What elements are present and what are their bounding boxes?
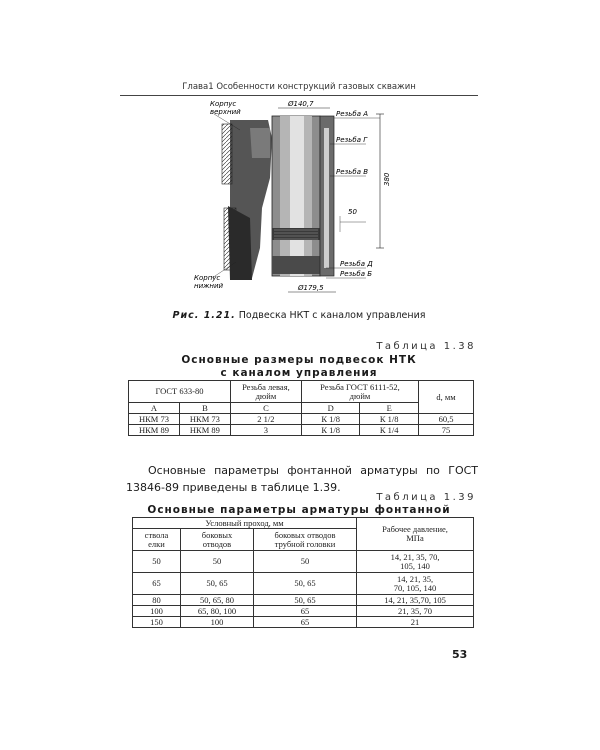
- body-paragraph: Основные параметры фонтанной арматуры по ГОСТ 13846-89 приведены в таблице 1.39.: [126, 464, 478, 494]
- table-row: [133, 606, 474, 617]
- table2-subheader-side: боковых отводов: [180, 529, 253, 551]
- table1-header-left-thread: Резьба левая, дюйм: [230, 381, 301, 403]
- table-cell: 21, 35, 70: [357, 606, 474, 617]
- table-cell: НКМ 89: [129, 425, 180, 436]
- table-cell: НКМ 89: [179, 425, 230, 436]
- table-row: [133, 551, 474, 573]
- table-cell: 100: [133, 606, 181, 617]
- table-cell: К 1/8: [301, 414, 360, 425]
- label-dim-50: 50: [348, 208, 357, 216]
- running-header: Глава1 Особенности конструкций газовых скважин: [120, 82, 478, 96]
- table-cell: К 1/8: [360, 414, 419, 425]
- table-cell: 50, 65: [254, 573, 357, 595]
- hanger-drawing: [190, 98, 420, 303]
- label-diam-bottom: Ø179,5: [298, 284, 324, 292]
- table1-header-d: d, мм: [419, 381, 474, 414]
- table-cell: 65: [133, 573, 181, 595]
- label-upper-body-1: Корпус: [210, 100, 237, 108]
- table-cell: К 1/4: [360, 425, 419, 436]
- table1-letter-d: D: [301, 403, 360, 414]
- table-cell: 14, 21, 35, 70, 105, 140: [357, 573, 474, 595]
- table-cell: 50, 65: [180, 573, 253, 595]
- label-upper-body-2: верхний: [210, 108, 241, 116]
- label-lower-body-1: Корпус: [194, 274, 221, 282]
- table-cell: 50: [254, 551, 357, 573]
- table-1-39: [132, 517, 474, 628]
- label-thread-g: Резьба Г: [336, 136, 368, 144]
- figure-caption: [120, 310, 478, 321]
- label-thread-d: Резьба Д: [340, 260, 373, 268]
- table2-subheader-trunk: ствола елки: [133, 529, 181, 551]
- table-cell: 2 1/2: [230, 414, 301, 425]
- table-row: [129, 414, 474, 425]
- caption-text: Подвеска НКТ с каналом управления: [235, 310, 426, 321]
- table-cell: К 1/8: [301, 425, 360, 436]
- table-cell: 50, 65: [254, 595, 357, 606]
- label-lower-body-2: нижний: [194, 282, 224, 290]
- table2-title: Основные параметры арматуры фонтанной: [147, 504, 451, 516]
- table-cell: НКМ 73: [129, 414, 180, 425]
- table2-header-nominal: Условный проход, мм: [133, 518, 357, 529]
- table1-label: Таблица 1.38: [376, 341, 476, 352]
- table-cell: 21: [357, 617, 474, 628]
- table1-header-gost6111: Резьба ГОСТ 6111-52, дюйм: [301, 381, 418, 403]
- table-1-38: [128, 380, 474, 436]
- table-cell: 14, 21, 35,70, 105: [357, 595, 474, 606]
- table-cell: 50, 65, 80: [180, 595, 253, 606]
- table-cell: 14, 21, 35, 70, 105, 140: [357, 551, 474, 573]
- table-cell: 3: [230, 425, 301, 436]
- table1-letter-a: А: [129, 403, 180, 414]
- table-cell: 60,5: [419, 414, 474, 425]
- table-row: [133, 595, 474, 606]
- label-height: 380: [383, 172, 391, 186]
- label-thread-a: Резьба А: [336, 110, 368, 118]
- table2-label: Таблица 1.39: [376, 492, 476, 503]
- caption-number: Рис. 1.21.: [172, 310, 236, 321]
- label-thread-v: Резьба В: [336, 168, 369, 176]
- table-cell: 150: [133, 617, 181, 628]
- table-row: [129, 425, 474, 436]
- table1-title: [120, 354, 478, 380]
- table-cell: 50: [133, 551, 181, 573]
- table-cell: 65, 80, 100: [180, 606, 253, 617]
- table-cell: 65: [254, 606, 357, 617]
- table-cell: 50: [180, 551, 253, 573]
- table1-title-line1: Основные размеры подвесок НТК: [181, 354, 417, 366]
- page-number: 53: [452, 648, 468, 661]
- table1-header-gost: ГОСТ 633-80: [129, 381, 231, 403]
- label-thread-b: Резьба Б: [340, 270, 373, 278]
- table-cell: 65: [254, 617, 357, 628]
- label-diam-top: Ø140,7: [288, 100, 314, 108]
- table2-header-pressure: Рабочее давление, МПа: [357, 518, 474, 551]
- table1-letter-b: В: [179, 403, 230, 414]
- table-cell: 75: [419, 425, 474, 436]
- table-row: [133, 573, 474, 595]
- table1-title-line2: с каналом управления: [220, 367, 378, 379]
- table2-subheader-tubing-head: боковых отводов трубной головки: [254, 529, 357, 551]
- table-cell: 100: [180, 617, 253, 628]
- table-cell: 80: [133, 595, 181, 606]
- table1-letter-e: Е: [360, 403, 419, 414]
- table-row: [133, 617, 474, 628]
- table1-letter-c: С: [230, 403, 301, 414]
- table-cell: НКМ 73: [179, 414, 230, 425]
- figure-tubing-hanger: [190, 98, 420, 303]
